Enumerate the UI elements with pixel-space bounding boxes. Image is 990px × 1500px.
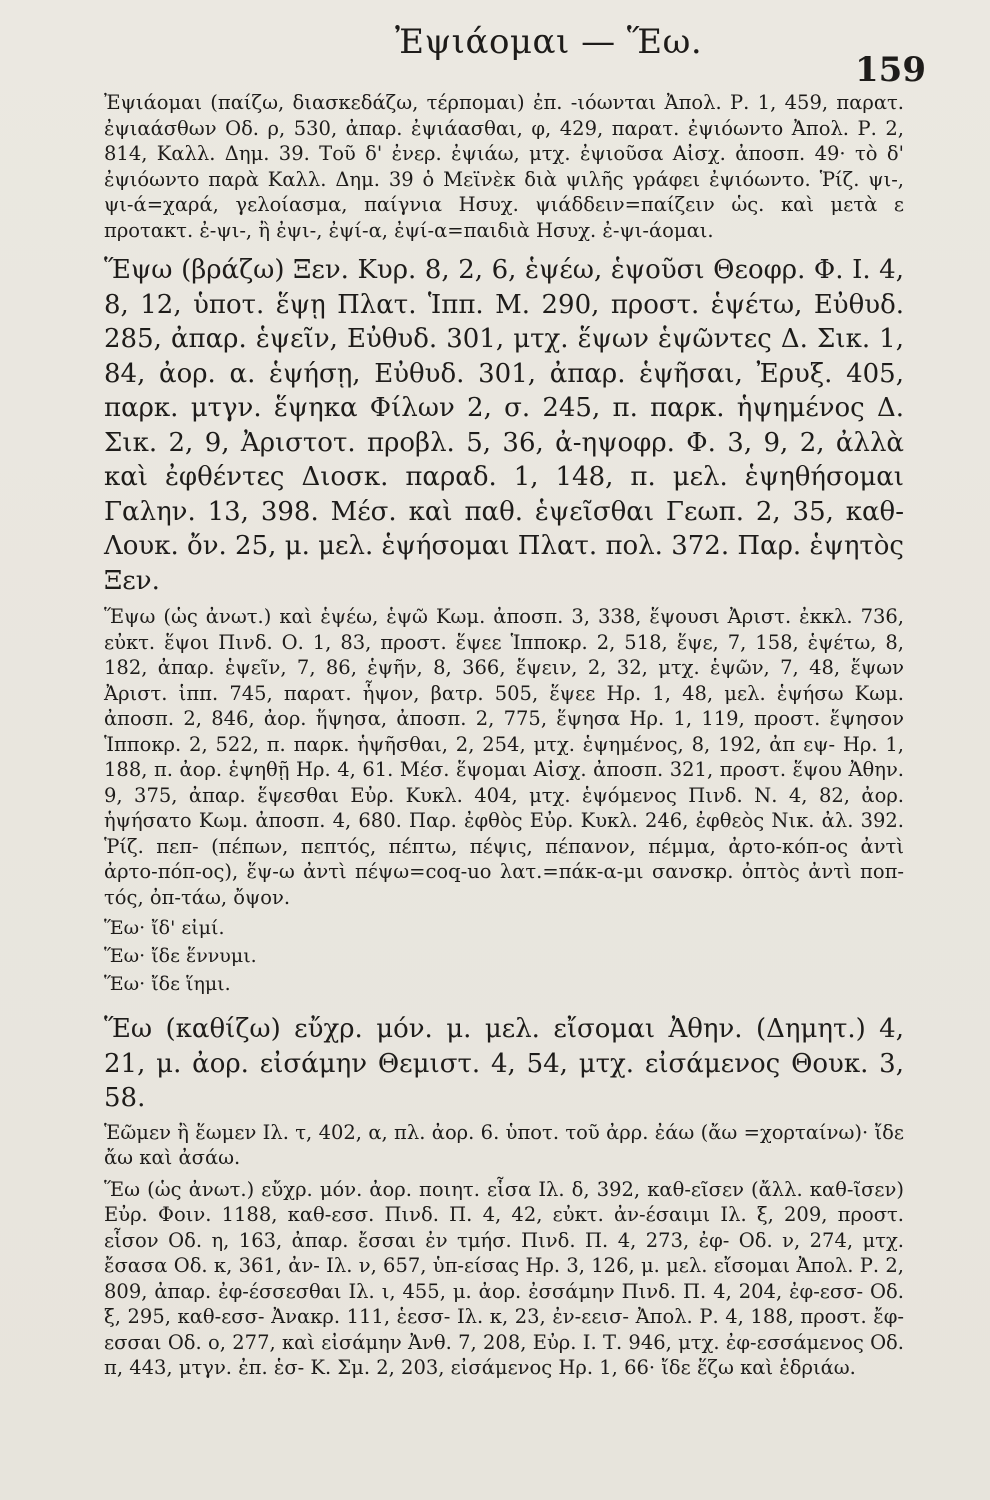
cross-references xyxy=(104,914,904,998)
cross-ref-item: Ἕω· ἴδε ἵημι. xyxy=(104,973,231,995)
entry-eo-large: Ἕω (καθίζω) εὔχρ. μόν. μ. μελ. εἴσομαι Ἀθην. (Δημητ.) 4, 21, μ. ἀορ. εἰσάμην Θεμιστ. 4, 54, μτχ. εἰσάμενος Θουκ. 3, 58. xyxy=(104,1014,904,1113)
page-number: 159 xyxy=(855,50,926,90)
page-body xyxy=(104,90,904,1381)
entry-epso-large: Ἕψω (βράζω) Ξεν. Κυρ. 8, 2, 6, ἑψέω, ἑψοῦσι Θεοφρ. Φ. Ι. 4, 8, 12, ὑποτ. ἕψῃ Πλατ. Ἱππ. Μ. 290, προστ. ἑψέτω, Εὐθυδ. 285, ἀπαρ. ἑψεῖν, Εὐθυδ. 301, μτχ. ἕψων ἑψῶντες Δ. Σικ. 1, 84, ἀορ. α. ἑψήσῃ, Εὐθυδ. 301, ἀπαρ. ἑψῆσαι, Ἐρυξ. 405, παρκ. μτγν. ἕψηκα Φίλων 2, σ. 245, π. παρκ. ἡψημένος Δ. Σικ. 2, 9, Ἀριστοτ. προβλ. 5, 36, ἀ-ηψοφρ. Φ. 3, 9, 2, ἀλλὰ καὶ ἐφθέντες Διοσκ. παραδ. 1, 148, π. μελ. ἑψηθήσομαι Γαλην. 13, 398. Μέσ. καὶ παθ. ἑψεῖσθαι Γεωπ. 2, 35, καθ-Λουκ. ὄν. 25, μ. μελ. ἑψήσομαι Πλατ. πολ. 372. Παρ. ἑψητὸς Ξεν. xyxy=(104,255,904,596)
cross-ref-item: Ἕω· ἴδ' εἰμί. xyxy=(104,917,225,939)
page-header-title: Ἐψιάομαι — Ἕω. xyxy=(395,22,703,62)
entry-epsiaomai: Ἐψιάομαι (παίζω, διασκεδάζω, τέρπομαι) ἐπ. -ιόωνται Ἀπολ. Ρ. 1, 459, παρατ. ἐψιαάσθων Οδ. ρ, 530, ἀπαρ. ἐψιάασθαι, φ, 429, παρατ. ἐψιόωντο Ἀπολ. Ρ. 2, 814, Καλλ. Δημ. 39. Τοῦ δ' ἐνερ. ἐψιάω, μτχ. ἐψιοῦσα Αἰσχ. ἀποσπ. 49· τὸ δ' ἐψιόωντο παρὰ Καλλ. Δημ. 39 ὁ Μεϊνὲκ διὰ ψιλῆς γράφει ἐψιόωντο. Ῥίζ. ψι-, ψι-ά=χαρά, γελοίασμα, παίγνια Ησυχ. ψιάδδειν=παίζειν ὡς. καὶ μετὰ ε προτακτ. ἐ-ψι-, ἢ ἐψι-, ἐψί-α, ἐψί-α=παιδιὰ Ησυχ. ἐ-ψι-άομαι. xyxy=(104,91,904,242)
entry-eomen: Ἑῶμεν ἢ ἕωμεν Ιλ. τ, 402, α, πλ. ἀορ. 6. ὑποτ. τοῦ ἀρρ. ἐάω (ἄω =χορταίνω)· ἴδε ἄω καὶ ἀσάω. xyxy=(104,1120,904,1169)
entry-eo-small: Ἕω (ὡς ἀνωτ.) εὔχρ. μόν. ἀορ. ποιητ. εἷσα Ιλ. δ, 392, καθ-εῖσεν (ἄλλ. καθ-ῖσεν) Εὐρ. Φοιν. 1188, καθ-εσσ. Πινδ. Π. 4, 42, εὐκτ. ἀν-έσαιμι Ιλ. ξ, 209, προστ. εἷσον Οδ. η, 163, ἀπαρ. ἔσσαι ἐν τμήσ. Πινδ. Π. 4, 273, ἐφ- Οδ. ν, 274, μτχ. ἔσασα Οδ. κ, 361, ἀν- Ιλ. ν, 657, ὑπ-είσας Ηρ. 3, 126, μ. μελ. εἴσομαι Ἀπολ. Ρ. 2, 809, ἀπαρ. ἐφ-έσσεσθαι Ιλ. ι, 455, μ. ἀορ. ἐσσάμην Πινδ. Π. 4, 204, ἐφ-εσσ- Οδ. ξ, 295, καθ-εσσ- Ἀνακρ. 111, ἑεσσ- Ιλ. κ, 23, ἐν-εεισ- Ἀπολ. Ρ. 4, 188, προστ. ἔφ-εσσαι Οδ. ο, 277, καὶ εἰσάμην Ἀνθ. 7, 208, Εὐρ. Ι. Τ. 946, μτχ. ἐφ-εσσάμενος Οδ. π, 443, μτγν. ἐπ. ἑσ- Κ. Σμ. 2, 203, εἰσάμενος Ηρ. 1, 66· ἴδε ἕζω καὶ ἑδριάω. xyxy=(104,1177,904,1379)
entry-epso-small: Ἕψω (ὡς ἀνωτ.) καὶ ἑψέω, ἑψῶ Κωμ. ἀποσπ. 3, 338, ἕψουσι Ἀριστ. ἐκκλ. 736, εὐκτ. ἕψοι Πινδ. Ο. 1, 83, προστ. ἕψεε Ἱπποκρ. 2, 518, ἕψε, 7, 158, ἑψέτω, 8, 182, ἀπαρ. ἑψεῖν, 7, 86, ἑψῆν, 8, 366, ἕψειν, 2, 32, μτχ. ἑψῶν, 7, 48, ἕψων Ἀριστ. ἱππ. 745, παρατ. ἧψον, βατρ. 505, ἕψεε Ηρ. 1, 48, μελ. ἑψήσω Κωμ. ἀποσπ. 2, 846, ἀορ. ἥψησα, ἀποσπ. 2, 775, ἕψησα Ηρ. 1, 119, προστ. ἕψησον Ἱπποκρ. 2, 522, π. παρκ. ἡψῆσθαι, 2, 254, μτχ. ἑψημένος, 8, 192, ἀπ εψ- Ηρ. 1, 188, π. ἀορ. ἑψηθῇ Ηρ. 4, 61. Μέσ. ἕψομαι Αἰσχ. ἀποσπ. 321, προστ. ἕψου Ἀθην. 9, 375, ἀπαρ. ἕψεσθαι Εὐρ. Κυκλ. 404, μτχ. ἑψόμενος Πινδ. Ν. 4, 82, ἀορ. ἡψήσατο Κωμ. ἀποσπ. 4, 680. Παρ. ἐφθὸς Εὐρ. Κυκλ. 246, ἐφθεὸς Νικ. ἀλ. 392. Ῥίζ. πεπ- (πέπων, πεπτός, πέπτω, πέψις, πέπανον, πέμμα, ἀρτο-κόπ-ος ἀντὶ ἀρτο-πόπ-ος), ἕψ-ω ἀντὶ πέψω=coq-uo λατ.=πάκ-α-μι σανσκρ. ὀπτὸς ἀντὶ ποπ-τός, ὀπ-τάω, ὄψον. xyxy=(104,605,904,909)
cross-ref-item: Ἕω· ἴδε ἕννυμι. xyxy=(104,945,257,967)
